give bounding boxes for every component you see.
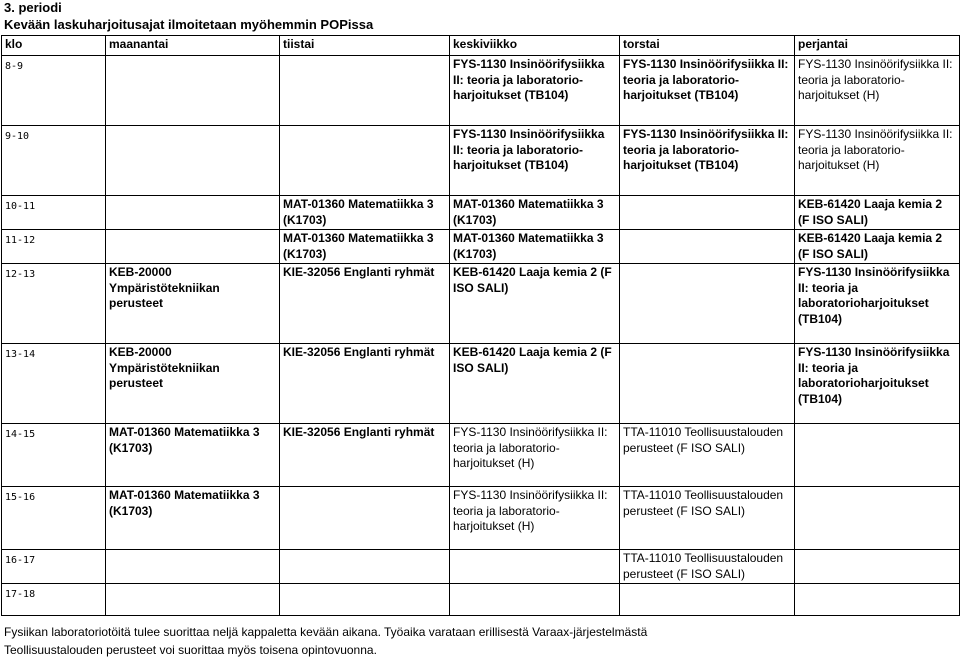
table-row xyxy=(2,56,960,126)
cell-perjantai xyxy=(795,584,960,616)
footer-note: Fysiikan laboratoriotöitä tulee suorittaa neljä kappaletta kevään aikana. Työaika varataan erillisestä Varaax-järjestelmästä xyxy=(4,625,648,639)
time-cell: 10-11 xyxy=(2,196,106,230)
cell-keskiviikko: FYS-1130 Insinöörifysiikka II: teoria ja laboratorio-harjoitukset (TB104) xyxy=(450,56,620,126)
cell-keskiviikko: KEB-61420 Laaja kemia 2 (F ISO SALI) xyxy=(450,344,620,424)
table-row xyxy=(2,424,960,487)
cell-torstai xyxy=(620,196,795,230)
cell-tiistai: KIE-32056 Englanti ryhmät xyxy=(280,424,450,487)
table-row xyxy=(2,550,960,584)
table-row xyxy=(2,487,960,550)
header-row xyxy=(2,36,960,56)
time-cell: 13-14 xyxy=(2,344,106,424)
header-torstai: torstai xyxy=(620,36,795,56)
cell-keskiviikko xyxy=(450,584,620,616)
time-cell: 15-16 xyxy=(2,487,106,550)
footer-note: Teollisuustalouden perusteet voi suorittaa myös toisena opintovuonna. xyxy=(4,643,377,657)
cell-torstai xyxy=(620,230,795,264)
header-klo: klo xyxy=(2,36,106,56)
cell-perjantai: FYS-1130 Insinöörifysiikka II: teoria ja laboratorioharjoitukset (TB104) xyxy=(795,344,960,424)
time-cell: 16-17 xyxy=(2,550,106,584)
cell-tiistai xyxy=(280,126,450,196)
header-perjantai: perjantai xyxy=(795,36,960,56)
page-subtitle: Kevään laskuharjoitusajat ilmoitetaan myöhemmin POPissa xyxy=(4,17,374,32)
schedule-table xyxy=(1,35,960,616)
cell-tiistai xyxy=(280,56,450,126)
cell-keskiviikko xyxy=(450,550,620,584)
cell-maanantai: MAT-01360 Matematiikka 3 (K1703) xyxy=(106,424,280,487)
table-row xyxy=(2,584,960,616)
cell-maanantai xyxy=(106,584,280,616)
cell-maanantai xyxy=(106,126,280,196)
cell-torstai: FYS-1130 Insinöörifysiikka II: teoria ja laboratorio-harjoitukset (TB104) xyxy=(620,56,795,126)
cell-tiistai xyxy=(280,487,450,550)
time-cell: 17-18 xyxy=(2,584,106,616)
cell-maanantai xyxy=(106,196,280,230)
cell-perjantai: KEB-61420 Laaja kemia 2 (F ISO SALI) xyxy=(795,196,960,230)
cell-torstai xyxy=(620,264,795,344)
cell-perjantai: FYS-1130 Insinöörifysiikka II: teoria ja laboratorioharjoitukset (TB104) xyxy=(795,264,960,344)
table-row xyxy=(2,196,960,230)
time-cell: 12-13 xyxy=(2,264,106,344)
cell-torstai: TTA-11010 Teollisuustalouden perusteet (F ISO SALI) xyxy=(620,487,795,550)
time-cell: 8-9 xyxy=(2,56,106,126)
table-row xyxy=(2,264,960,344)
cell-tiistai xyxy=(280,584,450,616)
cell-perjantai: FYS-1130 Insinöörifysiikka II: teoria ja laboratorio-harjoitukset (H) xyxy=(795,56,960,126)
cell-maanantai: KEB-20000 Ympäristötekniikan perusteet xyxy=(106,264,280,344)
table-row xyxy=(2,344,960,424)
cell-keskiviikko: FYS-1130 Insinöörifysiikka II: teoria ja laboratorio-harjoitukset (TB104) xyxy=(450,126,620,196)
cell-perjantai xyxy=(795,550,960,584)
cell-torstai: FYS-1130 Insinöörifysiikka II: teoria ja laboratorio-harjoitukset (TB104) xyxy=(620,126,795,196)
cell-torstai: TTA-11010 Teollisuustalouden perusteet (F ISO SALI) xyxy=(620,424,795,487)
cell-maanantai xyxy=(106,56,280,126)
cell-perjantai xyxy=(795,487,960,550)
cell-keskiviikko: FYS-1130 Insinöörifysiikka II: teoria ja laboratorio-harjoitukset (H) xyxy=(450,424,620,487)
cell-tiistai: KIE-32056 Englanti ryhmät xyxy=(280,264,450,344)
header-keskiviikko: keskiviikko xyxy=(450,36,620,56)
time-cell: 9-10 xyxy=(2,126,106,196)
cell-tiistai: MAT-01360 Matematiikka 3 (K1703) xyxy=(280,196,450,230)
cell-keskiviikko: MAT-01360 Matematiikka 3 (K1703) xyxy=(450,196,620,230)
cell-keskiviikko: KEB-61420 Laaja kemia 2 (F ISO SALI) xyxy=(450,264,620,344)
cell-torstai xyxy=(620,584,795,616)
table-row xyxy=(2,126,960,196)
cell-torstai: TTA-11010 Teollisuustalouden perusteet (F ISO SALI) xyxy=(620,550,795,584)
cell-tiistai: MAT-01360 Matematiikka 3 (K1703) xyxy=(280,230,450,264)
cell-maanantai: KEB-20000 Ympäristötekniikan perusteet xyxy=(106,344,280,424)
cell-perjantai: FYS-1130 Insinöörifysiikka II: teoria ja laboratorio-harjoitukset (H) xyxy=(795,126,960,196)
cell-perjantai: KEB-61420 Laaja kemia 2 (F ISO SALI) xyxy=(795,230,960,264)
cell-keskiviikko: MAT-01360 Matematiikka 3 (K1703) xyxy=(450,230,620,264)
cell-maanantai xyxy=(106,550,280,584)
header-tiistai: tiistai xyxy=(280,36,450,56)
page-title: 3. periodi xyxy=(4,0,62,15)
cell-tiistai: KIE-32056 Englanti ryhmät xyxy=(280,344,450,424)
cell-perjantai xyxy=(795,424,960,487)
cell-tiistai xyxy=(280,550,450,584)
cell-keskiviikko: FYS-1130 Insinöörifysiikka II: teoria ja laboratorio-harjoitukset (H) xyxy=(450,487,620,550)
time-cell: 14-15 xyxy=(2,424,106,487)
time-cell: 11-12 xyxy=(2,230,106,264)
cell-torstai xyxy=(620,344,795,424)
cell-maanantai: MAT-01360 Matematiikka 3 (K1703) xyxy=(106,487,280,550)
footer-notes xyxy=(4,623,647,659)
cell-maanantai xyxy=(106,230,280,264)
header-maanantai: maanantai xyxy=(106,36,280,56)
table-row xyxy=(2,230,960,264)
